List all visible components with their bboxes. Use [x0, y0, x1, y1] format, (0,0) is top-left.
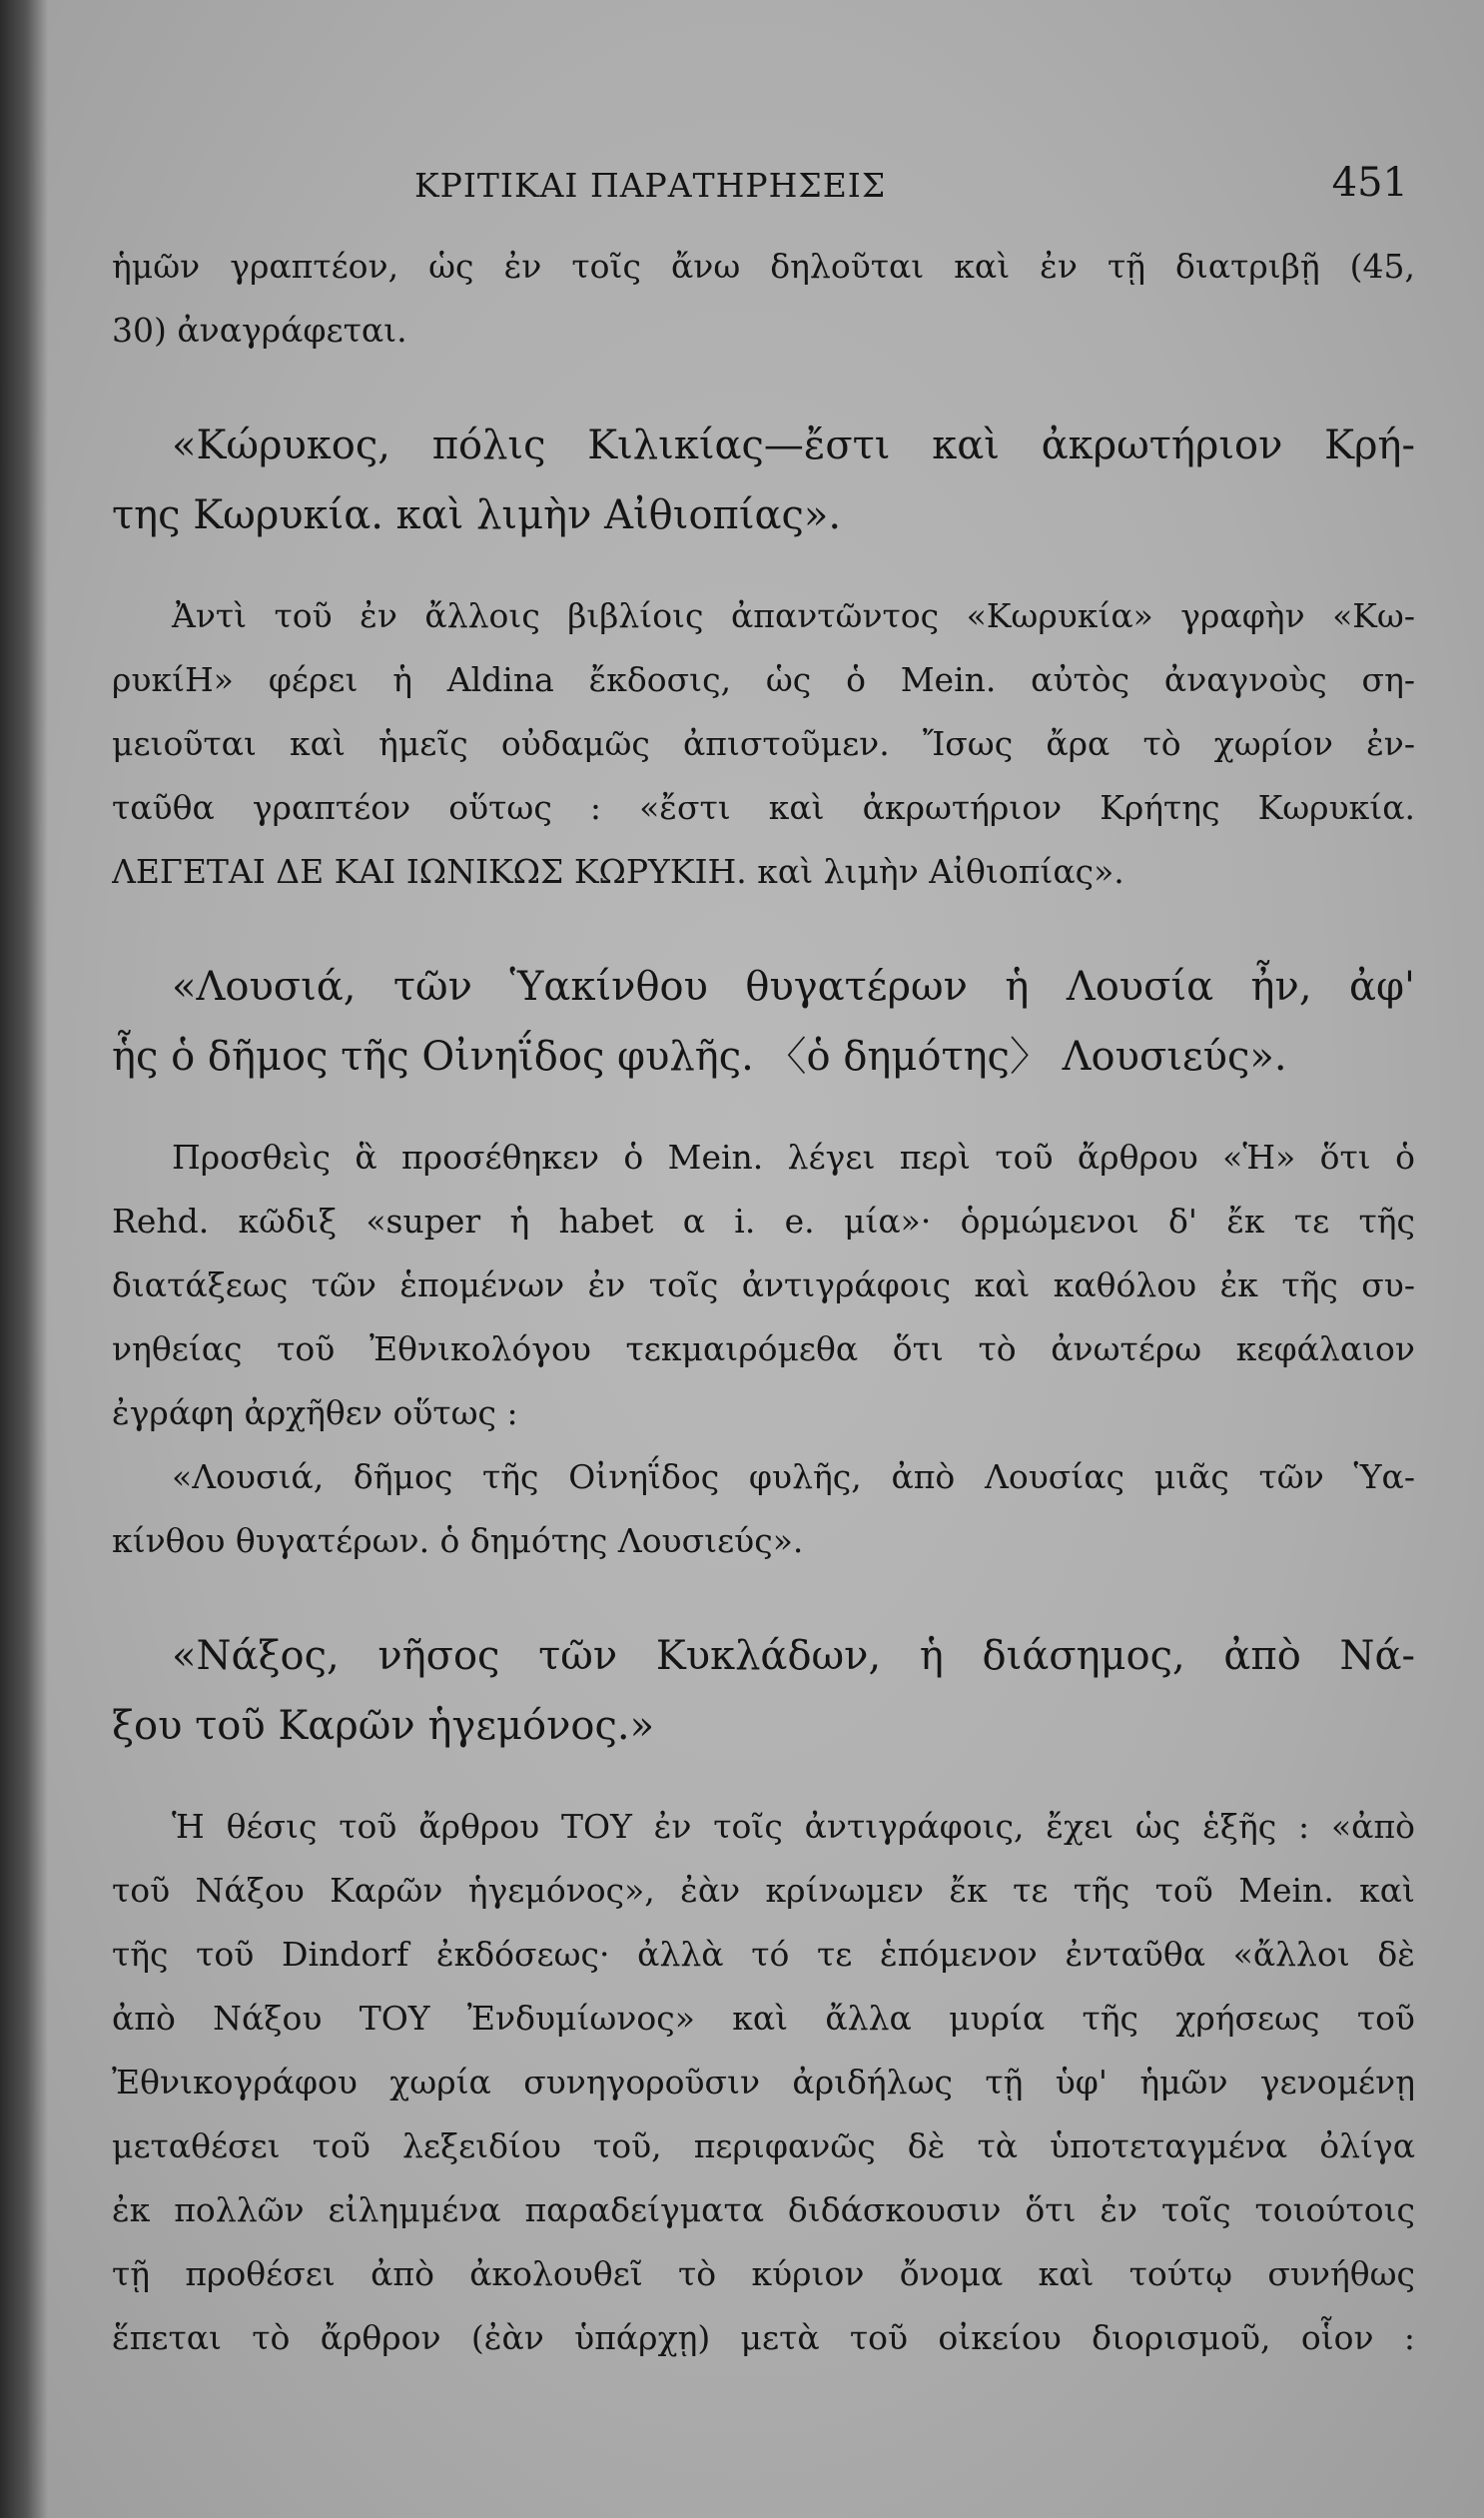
text-line: ἐκ πολλῶν εἰλημμένα παραδείγματα διδάσκουσιν ὅτι ἐν τοῖς τοιούτοις — [112, 2190, 1415, 2229]
text-line: νηθείας τοῦ Ἐθνικολόγου τεκμαιρόμεθα ὅτι τὸ ἀνωτέρω κεφάλαιον — [112, 1329, 1415, 1368]
lemma-line: της Κωρυκία. καὶ λιμὴν Αἰθιοπίας». — [112, 492, 842, 538]
paragraph-gap — [112, 363, 1415, 411]
text-line: «Λουσιά, δῆμος τῆς Οἰνηΐδος φυλῆς, ἀπὸ Λουσίας μιᾶς τῶν Ὑα- — [172, 1457, 1415, 1496]
lemma-line: ξου τοῦ Καρῶν ἡγεμόνος.» — [112, 1703, 655, 1749]
lemma-line: «Νάξος, νῆσος τῶν Κυκλάδων, ἡ διάσημος, ἀπὸ Νά- — [172, 1633, 1415, 1679]
text-line: Ἀντὶ τοῦ ἐν ἄλλοις βιβλίοις ἀπαντῶντος «Κωρυκία» γραφὴν «Κω- — [172, 596, 1415, 635]
text-line: ἀπὸ Νάξου ΤΟΥ Ἐνδυμίωνος» καὶ ἄλλα μυρία τῆς χρήσεως τοῦ — [112, 1999, 1415, 2038]
text-line: τῆς τοῦ Dindorf ἐκδόσεως· ἀλλὰ τό τε ἑπόμενον ἐνταῦθα «ἄλλοι δὲ — [112, 1935, 1415, 1974]
text-line: ἕπεται τὸ ἄρθρον (ἐὰν ὑπάρχῃ) μετὰ τοῦ οἰκείου διορισμοῦ, οἷον : — [112, 2318, 1415, 2357]
paragraph-gap — [112, 1573, 1415, 1621]
text-line: Ἡ θέσις τοῦ ἄρθρου ΤΟΥ ἐν τοῖς ἀντιγράφοις, ἔχει ὡς ἑξῆς : «ἀπὸ — [172, 1807, 1415, 1846]
text-line: ρυκίΗ» φέρει ἡ Aldina ἔκδοσις, ὡς ὁ Mein. αὐτὸς ἀναγνοὺς ση- — [112, 660, 1415, 699]
page-number: 451 — [1331, 160, 1408, 206]
text-line: ΛΕΓΕΤΑΙ ΔΕ ΚΑΙ ΙΩΝΙΚΩΣ ΚΩΡΥΚΙΗ. καὶ λιμὴν Αἰθιοπίας». — [112, 852, 1124, 891]
paragraph-gap — [112, 1761, 1415, 1795]
text-line: ἡμῶν γραπτέον, ὡς ἐν τοῖς ἄνω δηλοῦται καὶ ἐν τῇ διατριβῇ (45, — [112, 247, 1415, 286]
book-spine-shadow — [0, 0, 48, 2518]
text-line: μειοῦται καὶ ἡμεῖς οὐδαμῶς ἀπιστοῦμεν. Ἴσως ἄρα τὸ χωρίον ἐν- — [112, 724, 1415, 763]
paragraph-gap — [112, 904, 1415, 952]
running-title: ΚΡΙΤΙΚΑΙ ΠΑΡΑΤΗΡΗΣΕΙΣ — [414, 166, 887, 205]
page-header — [120, 160, 1408, 220]
text-line: Προσθεὶς ἃ προσέθηκεν ὁ Mein. λέγει περὶ τοῦ ἄρθρου «Ἡ» ὅτι ὁ — [172, 1138, 1415, 1177]
paragraph-gap — [112, 550, 1415, 584]
lemma-line: «Κώρυκος, πόλις Κιλικίας—ἔστι καὶ ἀκρωτήριον Κρή- — [172, 422, 1415, 468]
text-line: διατάξεως τῶν ἑπομένων ἐν τοῖς ἀντιγράφοις καὶ καθόλου ἐκ τῆς συ- — [112, 1265, 1415, 1304]
text-line: τῇ προθέσει ἀπὸ ἀκολουθεῖ τὸ κύριον ὄνομα καὶ τούτῳ συνήθως — [112, 2254, 1415, 2293]
text-line: Rehd. κῶδιξ «super ἡ habet α i. e. μία»· ὁρμώμενοι δ' ἔκ τε τῆς — [112, 1202, 1415, 1241]
text-line: ἐγράφη ἀρχῆθεν οὕτως : — [112, 1393, 518, 1432]
body-text — [112, 235, 1415, 2370]
paragraph-gap — [112, 1092, 1415, 1126]
text-line: κίνθου θυγατέρων. ὁ δημότης Λουσιεύς». — [112, 1521, 804, 1560]
lemma-line: «Λουσιά, τῶν Ὑακίνθου θυγατέρων ἡ Λουσία ἦν, ἀφ' — [172, 964, 1415, 1010]
text-line: Ἐθνικογράφου χωρία συνηγοροῦσιν ἀριδήλως τῇ ὑφ' ἡμῶν γενομένῃ — [112, 2063, 1415, 2101]
text-line: ταῦθα γραπτέον οὕτως : «ἔστι καὶ ἀκρωτήριον Κρήτης Κωρυκία. — [112, 788, 1415, 827]
text-line: μεταθέσει τοῦ λεξειδίου τοῦ, περιφανῶς δὲ τὰ ὑποτεταγμένα ὀλίγα — [112, 2126, 1415, 2165]
text-line: 30) ἀναγράφεται. — [112, 311, 407, 350]
text-line: τοῦ Νάξου Καρῶν ἡγεμόνος», ἐὰν κρίνωμεν ἔκ τε τῆς τοῦ Mein. καὶ — [112, 1871, 1415, 1910]
lemma-line: ἧς ὁ δῆμος τῆς Οἰνηΐδος φυλῆς. 〈ὁ δημότης〉 Λουσιεύς». — [112, 1034, 1287, 1080]
